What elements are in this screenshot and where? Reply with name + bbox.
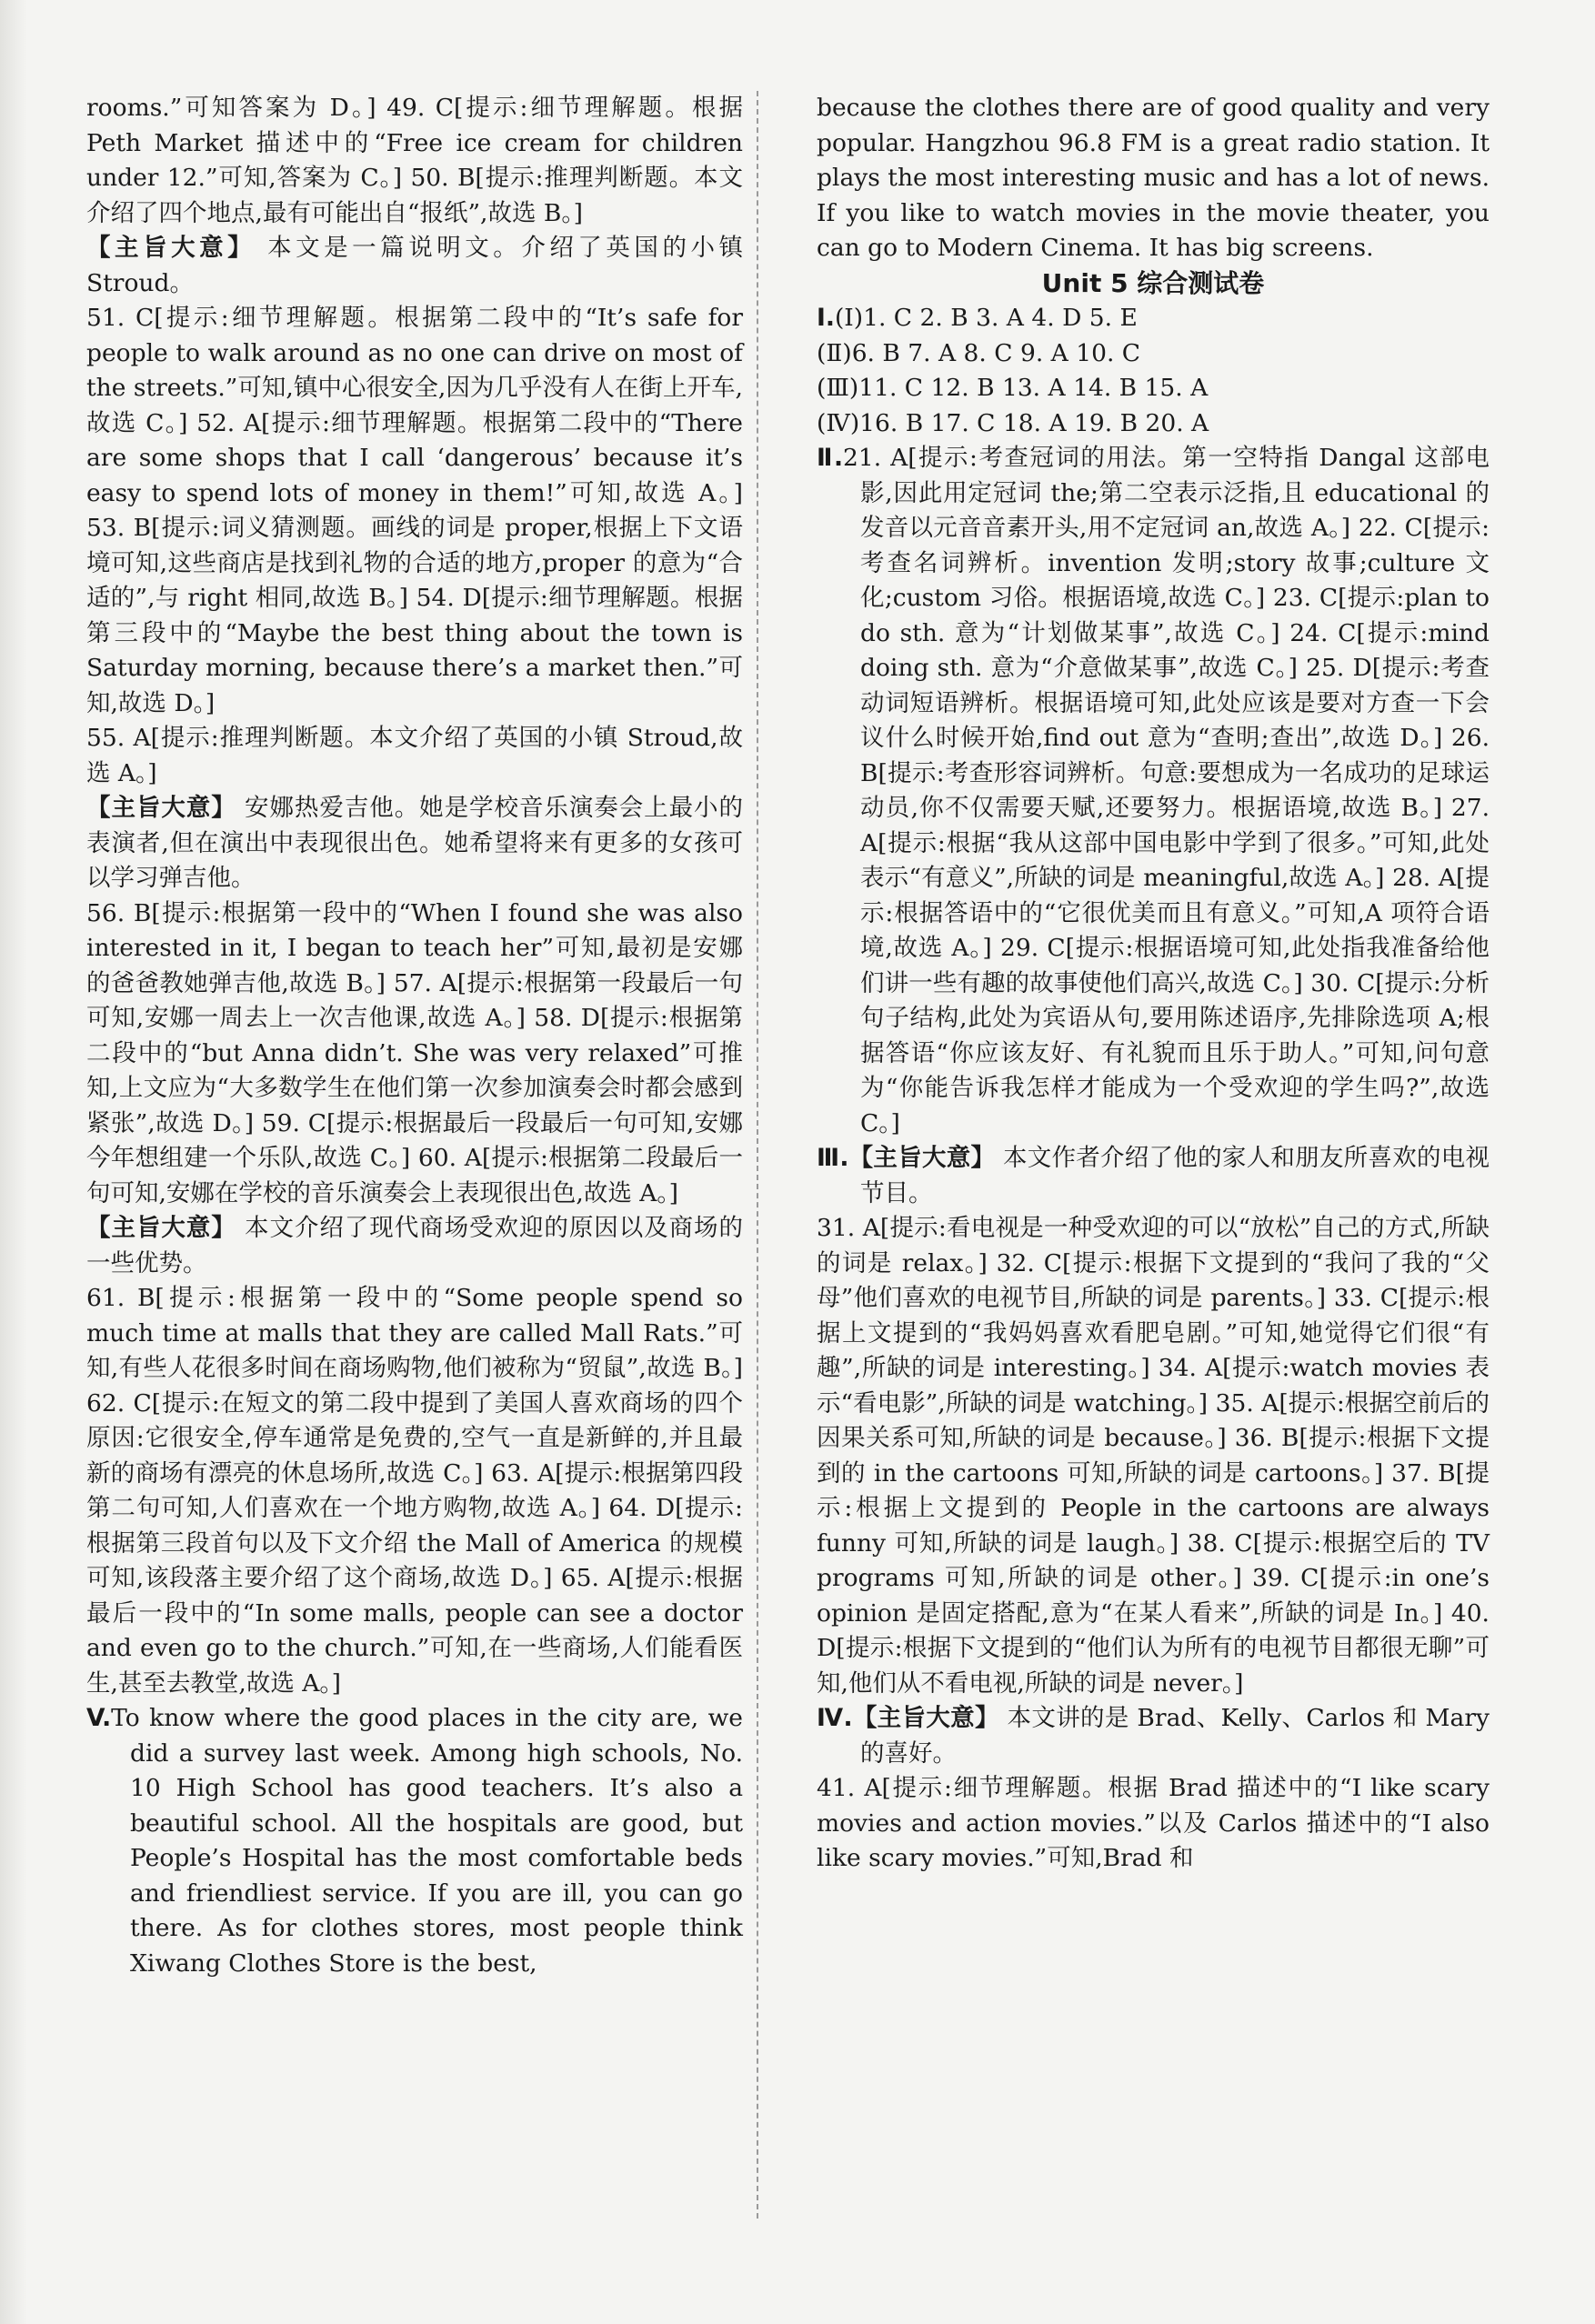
paragraph-text: rooms.”可知答案为 D。] 49. C[提示:细节理解题。根据 Peth Market 描述中的“Free ice cream for children under 12.”可知,答案为 C。] 50. B[提示:推理判断题。本文介绍了四个地点,最有可能出自“报纸”,故选 B。]	[86, 94, 743, 227]
answer-paragraph	[817, 371, 1490, 406]
paragraph-text: 31. A[提示:看电视是一种受欢迎的可以“放松”自己的方式,所缺的词是 relax。] 32. C[提示:根据下文提到的“我问了我的“父母”他们喜欢的电视节目,所缺的词是 parents。] 33. C[提示:根据上文提到的“我妈妈喜欢看肥皂剧。”可知,她觉得它们很“有趣”,所缺的词是 interesting。] 34. A[提示:watch movies 表示“看电影”,所缺的词是 watching。] 35. A[提示:根据空前后的因果关系可知,所缺的词是 because。] 36. B[提示:根据下文提到的 in the cartoons 可知,所缺的词是 cartoons。] 37. B[提示:根据上文提到的 People in the cartoons are always funny 可知,所缺的词是 laugh。] 38. C[提示:根据空后的 TV programs 可知,所缺的词是 other。] 39. C[提示:in one’s opinion 是固定搭配,意为“在某人看来”,所缺的词是 In。] 40. D[提示:根据下文提到的“他们认为所有的电视节目都很无聊”可知,他们从不看电视,所缺的词是 never。]	[817, 1214, 1490, 1698]
answer-paragraph	[86, 91, 743, 231]
answer-paragraph	[817, 91, 1490, 266]
main-idea-mark: 【主旨大意】	[848, 1144, 996, 1172]
right-column	[817, 91, 1490, 1877]
main-idea-mark: 【主旨大意】	[852, 1704, 999, 1732]
answer-paragraph	[817, 406, 1490, 442]
section-label: Ⅳ.	[817, 1704, 853, 1732]
paragraph-text: 55. A[提示:推理判断题。本文介绍了英国的小镇 Stroud,故选 A。]	[86, 724, 743, 787]
section-title: Unit 5 综合测试卷	[1041, 267, 1265, 298]
page-left-edge	[0, 0, 27, 2324]
answer-paragraph	[817, 1211, 1490, 1701]
paragraph-text: because the clothes there are of good quality and very popular. Hangzhou 96.8 FM is a great radio station. It plays the most interesting music and has a lot of news. If you like to watch movies in the movie theater, you can go to Modern Cinema. It has big screens.	[817, 94, 1490, 262]
section-label: Ⅱ.	[817, 444, 844, 472]
paragraph-text: 安娜热爱吉他。她是学校音乐演奏会上最小的表演者,但在演出中表现很出色。她希望将来有更多的女孩可以学习弹吉他。	[86, 794, 743, 892]
answer-paragraph	[817, 301, 1490, 336]
paragraph-text: 本文讲的是 Brad、Kelly、Carlos 和 Mary 的喜好。	[860, 1704, 1490, 1768]
answer-paragraph	[86, 721, 743, 791]
section-label: Ⅰ.	[817, 304, 835, 332]
answer-paragraph	[86, 231, 743, 301]
main-idea-mark: 【主旨大意】	[86, 234, 256, 262]
answer-paragraph	[817, 336, 1490, 372]
paragraph-text: 41. A[提示:细节理解题。根据 Brad 描述中的“I like scary movies and action movies.”以及 Carlos 描述中的“I also like scary movies.”可知,Brad 和	[817, 1774, 1490, 1872]
paragraph-text: (Ⅰ)1. C 2. B 3. A 4. D 5. E	[834, 304, 1138, 332]
paragraph-text: (Ⅲ)11. C 12. B 13. A 14. B 15. A	[817, 374, 1209, 402]
main-idea-mark: 【主旨大意】	[86, 1214, 236, 1242]
main-idea-mark: 【主旨大意】	[86, 794, 236, 822]
paragraph-text: 61. B[提示:根据第一段中的“Some people spend so much time at malls that they are called Mall Rats.”可知,有些人花很多时间在商场购物,他们被称为“贸鼠”,故选 B。] 62. C[提示:在短文的第二段中提到了美国人喜欢商场的四个原因:它很安全,停车通常是免费的,空气一直是新鲜的,并且最新的商场有漂亮的休息场所,故选 C。] 63. A[提示:根据第四段第二句可知,人们喜欢在一个地方购物,故选 A。] 64. D[提示:根据第三段首句以及下文介绍 the Mall of America 的规模可知,该段落主要介绍了这个商场,故选 D。] 65. A[提示:根据最后一段中的“In some malls, people can see a doctor and even go to the church.”可知,在一些商场,人们能看医生,甚至去教堂,故选 A。]	[86, 1284, 743, 1698]
answer-paragraph	[817, 1701, 1490, 1771]
section-label: Ⅲ.	[817, 1144, 849, 1172]
paragraph-text: (Ⅱ)6. B 7. A 8. C 9. A 10. C	[817, 338, 1141, 367]
answer-paragraph	[86, 1701, 743, 1981]
answer-paragraph	[817, 1771, 1490, 1877]
paragraph-text: 本文是一篇说明文。介绍了英国的小镇 Stroud。	[86, 234, 744, 297]
answer-paragraph	[86, 1281, 743, 1701]
answer-paragraph	[86, 791, 743, 897]
paragraph-text: (Ⅳ)16. B 17. C 18. A 19. B 20. A	[817, 408, 1209, 437]
section-label: V.	[86, 1704, 112, 1732]
column-divider	[757, 91, 758, 2219]
paragraph-text: 56. B[提示:根据第一段中的“When I found she was also interested in it, I began to teach her”可知,最初是安娜的爸爸教她弹吉他,故选 B。] 57. A[提示:根据第一段最后一句可知,安娜一周去上一次吉他课,故选 A。] 58. D[提示:根据第二段中的“but Anna didn’t. She was very relaxed”可推知,上文应为“大多数学生在他们第一次参加演奏会时都会感到紧张”,故选 D。] 59. C[提示:根据最后一段最后一句可知,安娜今年想组建一个乐队,故选 C。] 60. A[提示:根据第二段最后一句可知,安娜在学校的音乐演奏会上表现很出色,故选 A。]	[86, 898, 743, 1207]
paragraph-text: 本文介绍了现代商场受欢迎的原因以及商场的一些优势。	[86, 1214, 743, 1277]
answer-paragraph	[86, 897, 743, 1212]
paragraph-text: 21. A[提示:考查冠词的用法。第一空特指 Dangal 这部电影,因此用定冠词 the;第二空表示泛指,且 educational 的发音以元音音素开头,用不定冠词 an,故选 A。] 22. C[提示:考查名词辨析。invention 发明;story 故事;culture 文化;custom 习俗。根据语境,故选 C。] 23. C[提示:plan to do sth. 意为“计划做某事”,故选 C。] 24. C[提示:mind doing sth. 意为“介意做某事”,故选 C。] 25. D[提示:考查动词短语辨析。根据语境可知,此处应该是要对方查一下会议什么时候开始,find out 意为“查明;查出”,故选 D。] 26. B[提示:考查形容词辨析。句意:要想成为一名成功的足球运动员,你不仅需要天赋,还要努力。根据语境,故选 B。] 27. A[提示:根据“我从这部中国电影中学到了很多。”可知,此处表示“有意义”,所缺的词是 meaningful,故选 A。] 28. A[提示:根据答语中的“它很优美而且有意义。”可知,A 项符合语境,故选 A。] 29. C[提示:根据语境可知,此处指我准备给他们讲一些有趣的故事使他们高兴,故选 C。] 30. C[提示:分析句子结构,此处为宾语从句,要用陈述语序,先排除选项 A;根据答语“你应该友好、有礼貌而且乐于助人。”可知,问句意为“你能告诉我怎样才能成为一个受欢迎的学生吗?”,故选 C。]	[843, 444, 1490, 1137]
answer-paragraph	[86, 301, 743, 721]
answer-paragraph	[817, 1141, 1490, 1211]
answer-paragraph	[86, 1211, 743, 1281]
left-column	[86, 91, 743, 1981]
paragraph-text: To know where the good places in the city are, we did a survey last week. Among high schools, No. 10 High School has good teachers. It’s also a beautiful school. All the hospitals are good, but People’s Hospital has the most comfortable beds and friendliest service. If you are ill, you can go there. As for clothes stores, most people think Xiwang Clothes Store is the best,	[111, 1704, 743, 1978]
paragraph-text: 51. C[提示:细节理解题。根据第二段中的“It’s safe for people to walk around as no one can drive on most of the streets.”可知,镇中心很安全,因为几乎没有人在街上开车,故选 C。] 52. A[提示:细节理解题。根据第二段中的“There are some shops that I call ‘dangerous’ because it’s easy to spend lots of money in them!”可知,故选 A。] 53. B[提示:词义猜测题。画线的词是 proper,根据上下文语境可知,这些商店是找到礼物的合适的地方,proper 的意为“合适的”,与 right 相同,故选 B。] 54. D[提示:细节理解题。根据第三段中的“Maybe the best thing about the town is Saturday morning, because there’s a market then.”可知,故选 D。]	[86, 304, 743, 717]
paragraph-text: 本文作者介绍了他的家人和朋友所喜欢的电视节目。	[860, 1144, 1490, 1207]
answer-paragraph	[817, 441, 1490, 1141]
